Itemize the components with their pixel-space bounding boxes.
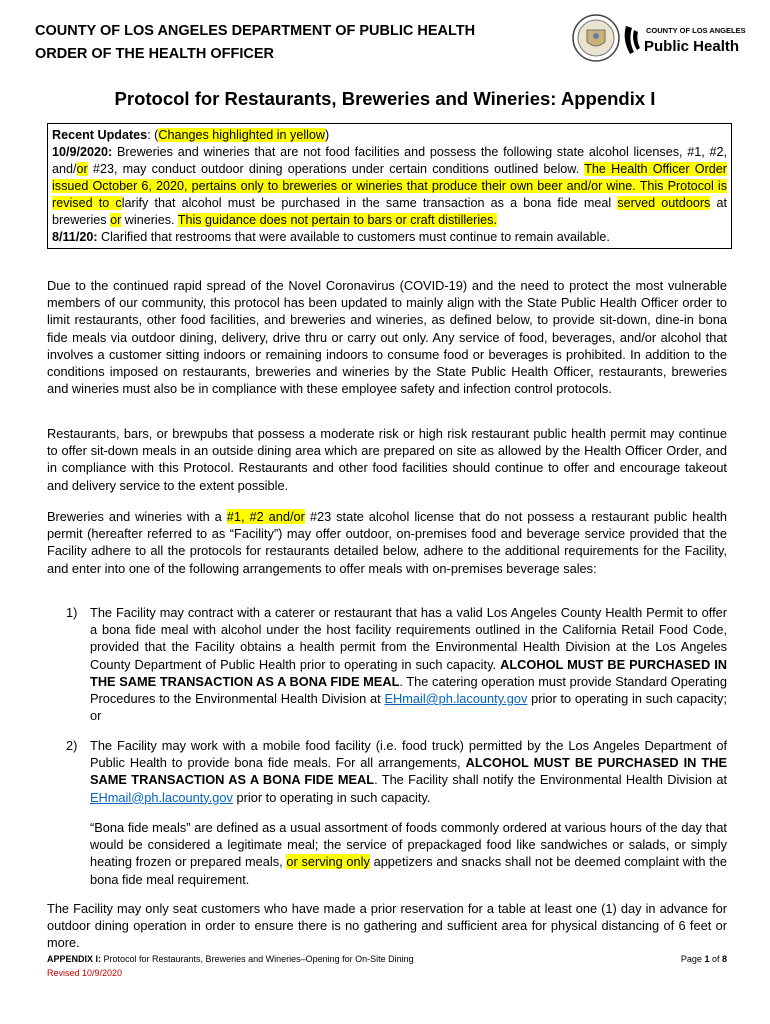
- header-line-2: ORDER OF THE HEALTH OFFICER: [35, 46, 274, 62]
- update-highlight: This guidance does not pertain to bars or craft distilleries.: [177, 213, 497, 227]
- list-highlight: or serving only: [286, 854, 370, 870]
- list-item-1: [66, 604, 727, 724]
- update-text: wineries.: [121, 213, 178, 227]
- para-highlight: #1, #2 and/or: [226, 509, 305, 524]
- page-title: Protocol for Restaurants, Breweries and Wineries: Appendix I: [114, 88, 656, 109]
- list-item-2: [66, 737, 727, 806]
- paragraph-reservation: The Facility may only seat customers who have made a prior reservation for a table at least one (1) day in advance for outdoor dining operation in order to ensure there is no gathering and sufficient area for physical distancing of 6 feet or more.: [47, 901, 727, 951]
- page-current: 1: [704, 954, 710, 964]
- email-link[interactable]: EHmail@ph.lacounty.gov: [90, 789, 233, 805]
- update-date: 8/11/20:: [52, 230, 98, 244]
- public-health-logo: [622, 20, 746, 60]
- recent-updates-box: [47, 123, 732, 249]
- logo-top-text: COUNTY OF LOS ANGELES: [646, 26, 746, 35]
- list-number: 1): [66, 605, 78, 620]
- list-text: . The Facility shall notify the Environmental Health Division at: [374, 772, 727, 788]
- list-text: prior to operating in such capacity; or: [90, 691, 727, 724]
- header-line-1: COUNTY OF LOS ANGELES DEPARTMENT OF PUBLIC HEALTH: [35, 23, 476, 39]
- paragraph-restaurants: Restaurants, bars, or brewpubs that possess a moderate risk or high risk restaurant public health permit may continue to offer sit-down meals in an outside dining area which are prepared on site as allowed by the Health Officer Order, and in compliance with this Protocol. Restaurants and other food facilities should continue to offer and encourage takeout and delivery service to the extent possible.: [47, 426, 727, 493]
- document-header: [35, 20, 475, 66]
- updates-label: Recent Updates: [52, 128, 148, 142]
- list-text: “Bona fide meals” are defined as a usual assortment of foods commonly ordered at various hours of the day that would be considered a legitimate meal; the service of prepackaged food like sandwiches or salads, or simply heating frozen or prepared meals,: [90, 820, 727, 870]
- update-text: Breweries and wineries that are not food facilities and possess the following state alcohol licenses, #1, #2, and/: [52, 145, 727, 176]
- page-of: of: [709, 954, 722, 964]
- list-bold: ALCOHOL MUST BE PURCHASED IN THE SAME TRANSACTION AS A BONA FIDE MEAL: [90, 656, 727, 689]
- updates-colon: : (: [147, 128, 159, 142]
- update-text: larify that alcohol must be purchased in the same transaction as a bona fide meal: [121, 196, 618, 210]
- update-highlight: or: [76, 162, 88, 176]
- paragraph-breweries: [47, 508, 727, 577]
- update-highlight: served outdoors: [617, 196, 711, 210]
- page-word: Page: [680, 954, 705, 964]
- update-text: #23, may conduct outdoor dining operations under certain conditions outlined below.: [87, 162, 585, 176]
- update-highlight: or: [110, 213, 122, 227]
- update-text: Clarified that restrooms that were available to customers must continue to remain available.: [97, 230, 610, 244]
- list-number: 2): [66, 738, 78, 753]
- paragraph-intro: Due to the continued rapid spread of the Novel Coronavirus (COVID-19) and the need to protect the most vulnerable members of our community, this protocol has been updated to mainly align with the State Public Health Officer order to limit restaurants, other food facilities, and breweries and wineries, as defined below, to provide sit-down, dine-in bona fide meals via outdoor dining, delivery, drive thru or carry out only. Any service of food, beverages, and/or alcohol that involves a customer sitting indoors or remaining indoors to consume food or beverages is prohibited. In addition to the conditions imposed on restaurants, breweries and wineries by the State Public Health Officer, restaurants, breweries and wineries must also be in compliance with these employee safety and infection control protocols.: [47, 278, 727, 397]
- county-seal-icon: [572, 14, 620, 62]
- footer-label: APPENDIX I:: [47, 954, 102, 964]
- updates-close: ): [325, 128, 330, 142]
- email-link[interactable]: EHmail@ph.lacounty.gov: [384, 691, 528, 707]
- updates-heading: [52, 127, 727, 144]
- update-date: 10/9/2020:: [52, 145, 113, 159]
- logo-main-text: Public Health: [644, 38, 740, 55]
- list-text: The Facility may contract with a caterer or restaurant that has a valid Los Angeles County Health Permit to offer a bona fide meal with alcohol under the host facility requirements outlined in the California Retail Food Code, provided that the Facility obtains a health permit from the Environmental Health Division at the Los Angeles County Department of Public Health prior to operating in such capacity.: [90, 605, 727, 672]
- list-text: prior to operating in such capacity.: [232, 789, 431, 805]
- footer-text: Protocol for Restaurants, Breweries and Wineries–Opening for On-Site Dining: [101, 954, 414, 964]
- page-footer: [47, 952, 727, 980]
- list-bold: ALCOHOL MUST BE PURCHASED IN THE SAME TRANSACTION AS A BONA FIDE MEAL: [90, 755, 728, 788]
- footer-title: [47, 952, 727, 966]
- para-text: Breweries and wineries with a: [47, 509, 227, 524]
- changes-note: Changes highlighted in yellow: [158, 128, 326, 142]
- update-highlight: The Health Officer Order issued October 6, 2020, pertains only to breweries or wineries that produce their own beer and/or wine. This Protocol is revised to c: [52, 162, 727, 210]
- update-entry-1: [52, 144, 727, 229]
- page-number: [681, 952, 727, 966]
- revised-date: Revised 10/9/2020: [47, 968, 123, 978]
- list-text: appetizers and snacks shall not be deemed complaint with the bona fide meal requirement.: [90, 854, 728, 887]
- page-total: 8: [721, 954, 727, 964]
- list-text: . The catering operation must provide Standard Operating Procedures to the Environmental Health Division at: [90, 673, 727, 707]
- para-text: #23 state alcohol license that do not possess a restaurant public health permit (hereafter referred to as “Facility”) may offer outdoor, on-premises food and beverage service provided that the Facility adhere to all the protocols for restaurants detailed below, adhere to the additional requirements for the Facility, and enter into one of the following arrangements to offer meals with on-premises beverage sales:: [47, 509, 728, 576]
- bona-fide-definition: [66, 819, 727, 888]
- list-text: The Facility may work with a mobile food facility (i.e. food truck) permitted by the Los Angeles Department of Public Health to provide bona fide meals. For all arrangements,: [90, 738, 727, 771]
- update-entry-2: [52, 229, 727, 246]
- update-text: at breweries: [52, 196, 727, 227]
